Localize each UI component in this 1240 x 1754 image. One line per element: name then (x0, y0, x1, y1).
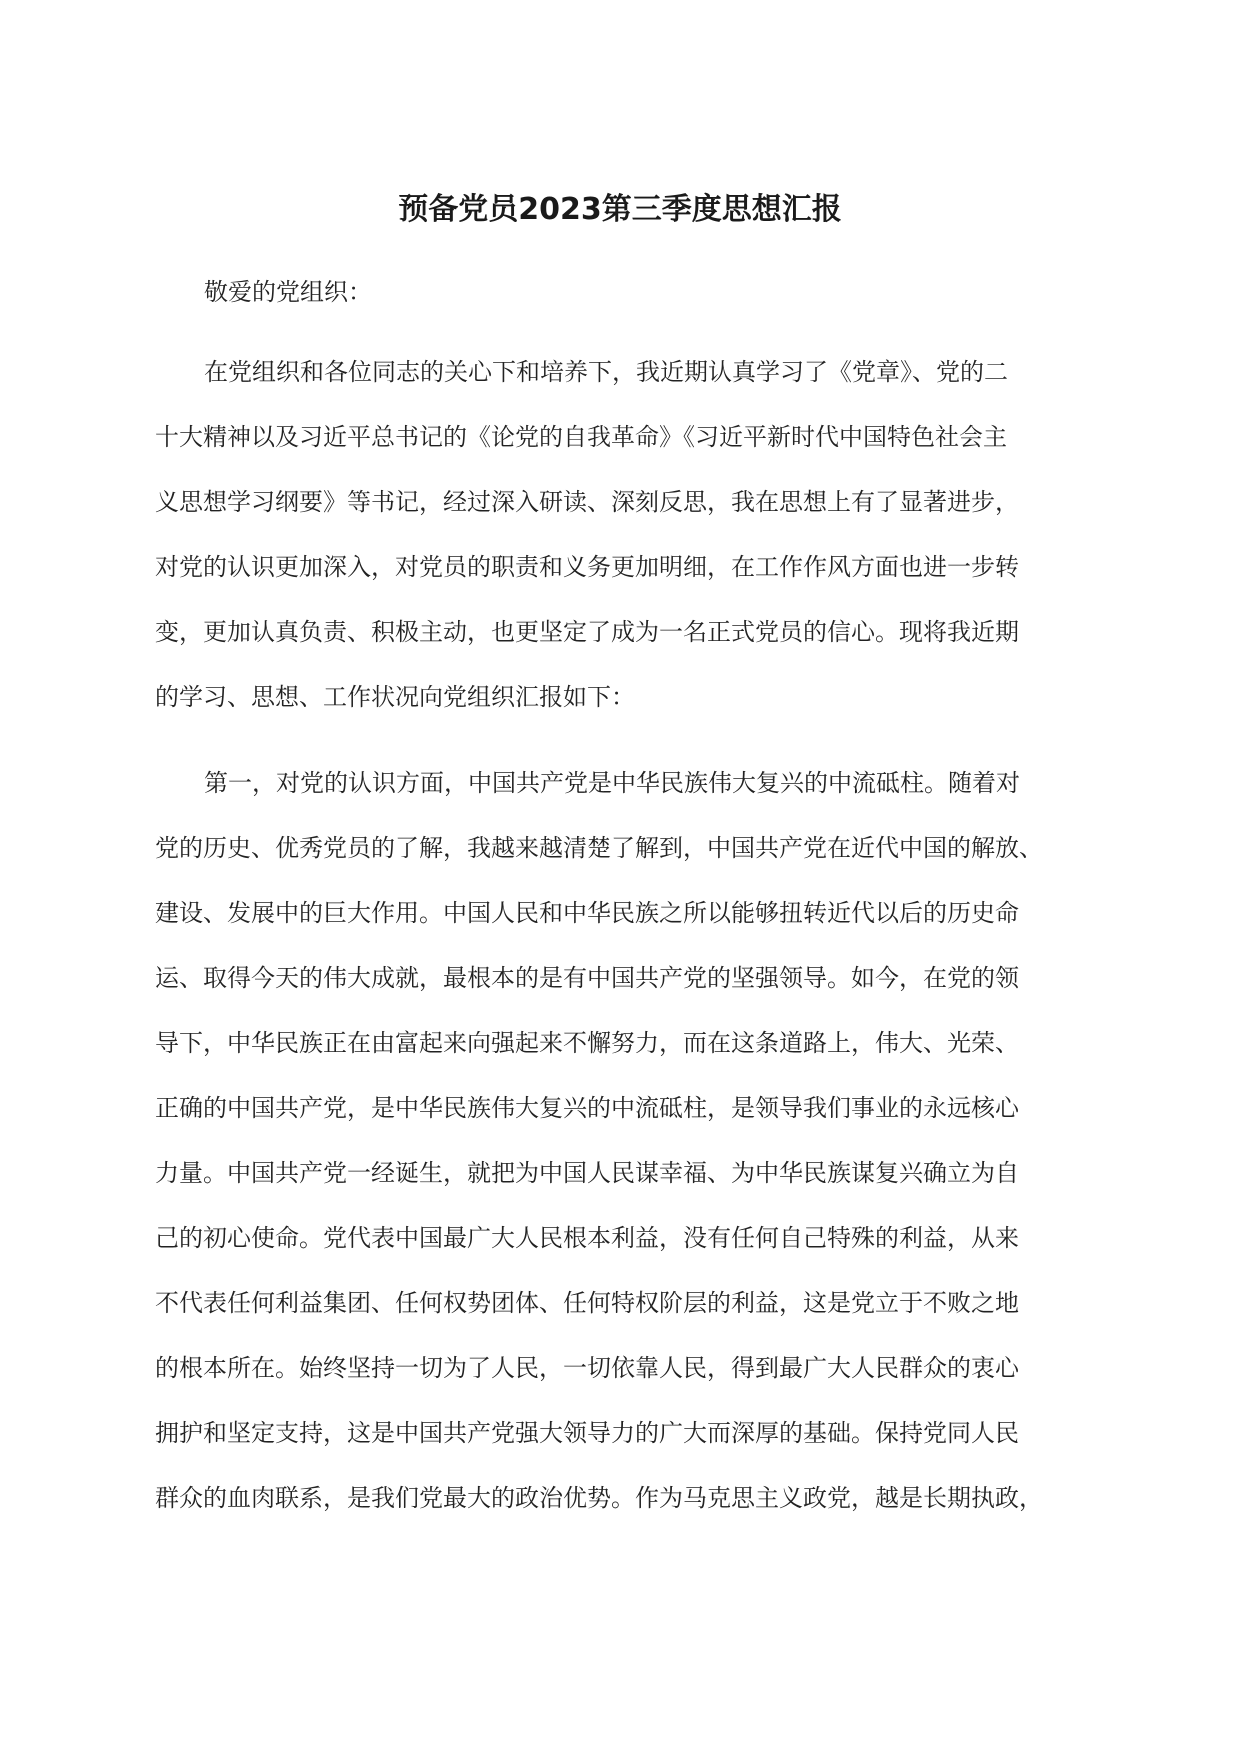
paragraph-1-line: 在党组织和各位同志的关心下和培养下，我近期认真学习了《党章》、党的二 (204, 358, 1008, 386)
paragraph-1-line: 十大精神以及习近平总书记的《论党的自我革命》《习近平新时代中国特色社会主 (155, 423, 1007, 451)
paragraph-2-line: 己的初心使命。党代表中国最广大人民根本利益，没有任何自己特殊的利益，从来 (155, 1224, 1019, 1252)
paragraph-2-line: 党的历史、优秀党员的了解，我越来越清楚了解到，中国共产党在近代中国的解放、 (155, 834, 1043, 862)
document-title: 预备党员2023第三季度思想汇报 (398, 192, 842, 227)
paragraph-2-line: 的根本所在。始终坚持一切为了人民，一切依靠人民，得到最广大人民群众的衷心 (155, 1354, 1019, 1382)
paragraph-1-line: 义思想学习纲要》等书记，经过深入研读、深刻反思，我在思想上有了显著进步， (155, 488, 1019, 516)
paragraph-2-line: 第一，对党的认识方面，中国共产党是中华民族伟大复兴的中流砥柱。随着对 (204, 769, 1020, 797)
paragraph-1-line: 的学习、思想、工作状况向党组织汇报如下： (155, 683, 635, 711)
paragraph-2-line: 正确的中国共产党，是中华民族伟大复兴的中流砥柱，是领导我们事业的永远核心 (155, 1094, 1019, 1122)
paragraph-2-line: 导下，中华民族正在由富起来向强起来不懈努力，而在这条道路上，伟大、光荣、 (155, 1029, 1019, 1057)
salutation: 敬爱的党组织： (204, 278, 372, 306)
paragraph-2-line: 拥护和坚定支持，这是中国共产党强大领导力的广大而深厚的基础。保持党同人民 (155, 1419, 1019, 1447)
paragraph-2-line: 不代表任何利益集团、任何权势团体、任何特权阶层的利益，这是党立于不败之地 (155, 1289, 1019, 1317)
paragraph-2-line: 运、取得今天的伟大成就，最根本的是有中国共产党的坚强领导。如今，在党的领 (155, 964, 1019, 992)
paragraph-2-line: 建设、发展中的巨大作用。中国人民和中华民族之所以能够扭转近代以后的历史命 (155, 899, 1019, 927)
paragraph-2-line: 力量。中国共产党一经诞生，就把为中国人民谋幸福、为中华民族谋复兴确立为自 (155, 1159, 1019, 1187)
paragraph-2-line: 群众的血肉联系，是我们党最大的政治优势。作为马克思主义政党，越是长期执政， (155, 1484, 1043, 1512)
paragraph-1-line: 对党的认识更加深入，对党员的职责和义务更加明细，在工作作风方面也进一步转 (155, 553, 1019, 581)
paragraph-1-line: 变，更加认真负责、积极主动，也更坚定了成为一名正式党员的信心。现将我近期 (155, 618, 1019, 646)
